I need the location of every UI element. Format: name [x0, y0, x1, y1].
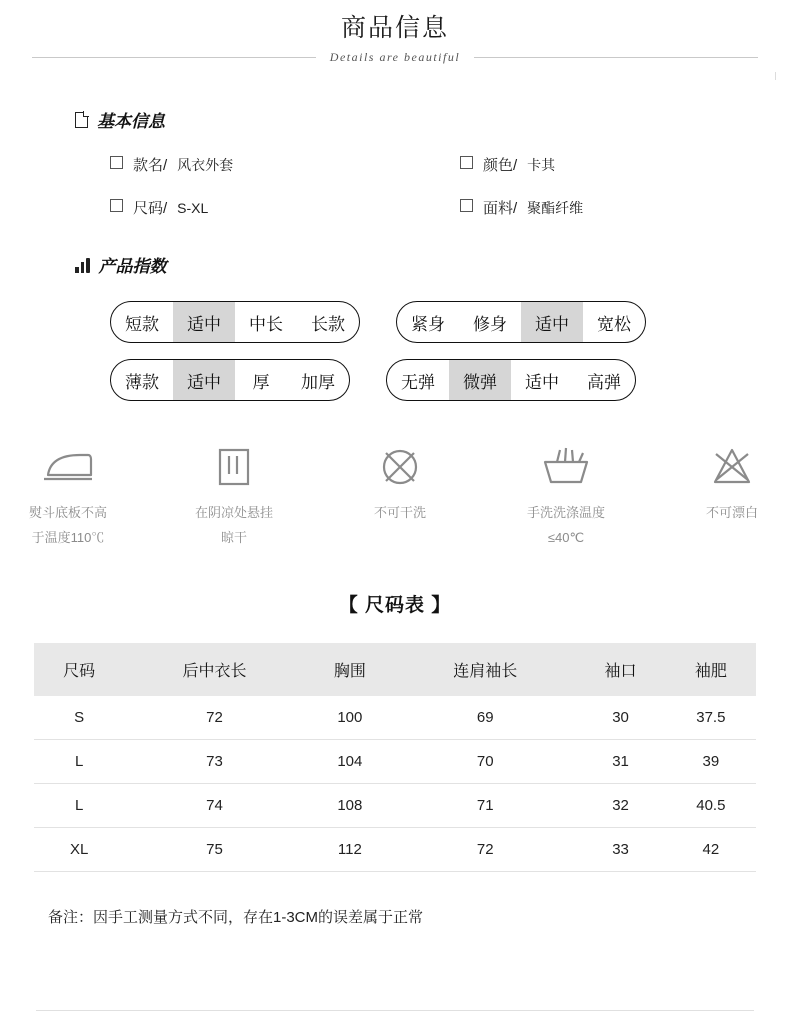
table-cell: 75 — [124, 828, 304, 872]
table-cell: 74 — [124, 784, 304, 828]
page-title: 商品信息 — [340, 13, 449, 42]
care-item-no-dry-clean — [345, 445, 455, 550]
basic-info-label: 面料/ — [483, 200, 518, 217]
pill-option[interactable]: 修身 — [473, 314, 507, 334]
table-header-cell: 袖口 — [575, 643, 665, 696]
checkbox-icon — [460, 199, 473, 212]
basic-info-label: 尺码/ — [133, 200, 168, 217]
table-cell: 104 — [305, 740, 395, 784]
care-instructions — [0, 445, 790, 550]
table-header-cell: 尺码 — [34, 643, 124, 696]
table-cell: 72 — [124, 696, 304, 740]
size-chart-table — [34, 643, 756, 872]
table-row — [34, 784, 756, 828]
pill-group-fit — [396, 301, 646, 343]
basic-info-grid — [110, 154, 690, 218]
bar-chart-icon — [75, 257, 90, 273]
basic-info-value: 聚酯纤维 — [527, 200, 584, 216]
checkbox-icon — [110, 199, 123, 212]
table-cell: 39 — [666, 740, 756, 784]
basic-info-label: 款名/ — [133, 157, 168, 174]
header-rule-left — [32, 57, 316, 58]
basic-info-value: 风衣外套 — [177, 157, 234, 173]
table-header-cell: 连肩袖长 — [395, 643, 575, 696]
hang-dry-icon — [179, 445, 289, 489]
product-index-row-2 — [110, 359, 790, 401]
table-cell: 42 — [666, 828, 756, 872]
page-subtitle: Details are beautiful — [329, 50, 461, 64]
document-icon — [75, 112, 88, 128]
pill-option-selected[interactable]: 微弹 — [449, 360, 511, 400]
hand-wash-icon — [511, 445, 621, 489]
care-text-line1: 不可漂白 — [705, 505, 758, 520]
care-text-line1: 手洗洗涤温度 — [526, 505, 605, 520]
care-item-no-bleach — [677, 445, 787, 550]
checkbox-icon — [460, 156, 473, 169]
no-dry-clean-icon — [345, 445, 455, 489]
table-cell: 100 — [305, 696, 395, 740]
basic-info-value: S-XL — [177, 200, 209, 216]
table-header-row — [34, 643, 756, 696]
pill-group-length — [110, 301, 360, 343]
table-cell: S — [34, 696, 124, 740]
pill-group-thickness — [110, 359, 350, 401]
table-cell: 31 — [575, 740, 665, 784]
basic-info-item-size — [110, 197, 460, 218]
pill-option-selected[interactable]: 适中 — [173, 360, 235, 400]
table-header-cell: 胸围 — [305, 643, 395, 696]
basic-info-item-fabric — [460, 197, 690, 218]
table-cell: 32 — [575, 784, 665, 828]
care-item-hang-dry — [179, 445, 289, 550]
table-row — [34, 696, 756, 740]
pill-option[interactable]: 长款 — [311, 314, 345, 334]
basic-info-item-color — [460, 154, 690, 175]
table-cell: 70 — [395, 740, 575, 784]
table-cell: 37.5 — [666, 696, 756, 740]
table-row — [34, 828, 756, 872]
care-text-line2: 于温度110℃ — [31, 529, 105, 545]
basic-info-value: 卡其 — [527, 157, 556, 173]
care-text-line1: 熨斗底板不高 — [28, 505, 107, 520]
care-text-line1: 不可干洗 — [373, 505, 426, 520]
table-cell: 112 — [305, 828, 395, 872]
care-item-hand-wash — [511, 445, 621, 550]
basic-info-item-style-name — [110, 154, 460, 175]
basic-info-heading-label: 基本信息 — [97, 112, 165, 131]
size-chart-title: 【 尺码表 】 — [338, 595, 452, 617]
pill-option[interactable]: 厚 — [252, 372, 270, 392]
care-item-iron — [13, 445, 123, 550]
pill-option[interactable]: 薄款 — [125, 372, 159, 392]
product-index-heading — [75, 252, 790, 277]
pill-option-selected[interactable]: 适中 — [173, 302, 235, 342]
table-cell: 71 — [395, 784, 575, 828]
table-header-cell: 袖肥 — [666, 643, 756, 696]
table-cell: L — [34, 740, 124, 784]
table-cell: 69 — [395, 696, 575, 740]
table-cell: 73 — [124, 740, 304, 784]
pill-option[interactable]: 宽松 — [597, 314, 631, 334]
product-index-groups — [110, 301, 790, 401]
pill-option[interactable]: 中长 — [249, 314, 283, 334]
checkbox-icon — [110, 156, 123, 169]
basic-info-heading — [75, 107, 790, 132]
product-index-row-1 — [110, 301, 790, 343]
table-cell: L — [34, 784, 124, 828]
pill-group-elasticity — [386, 359, 636, 401]
iron-icon — [13, 445, 123, 489]
table-cell: 40.5 — [666, 784, 756, 828]
page-header — [0, 0, 790, 65]
table-cell: XL — [34, 828, 124, 872]
care-text-line2: ≤40℃ — [547, 529, 585, 545]
page-subtitle-row — [0, 50, 790, 65]
pill-option[interactable]: 适中 — [525, 372, 559, 392]
no-bleach-icon — [677, 445, 787, 489]
pill-option[interactable]: 无弹 — [401, 372, 435, 392]
care-text-line1: 在阴凉处悬挂 — [194, 505, 273, 520]
table-cell: 72 — [395, 828, 575, 872]
pill-option[interactable]: 短款 — [125, 314, 159, 334]
size-chart-note: 备注：因手工测量方式不同，存在1-3CM的误差属于正常 — [48, 909, 424, 927]
header-rule-right — [474, 57, 758, 58]
pill-option[interactable]: 加厚 — [301, 372, 335, 392]
bottom-divider — [36, 1010, 754, 1011]
table-header-cell: 后中衣长 — [124, 643, 304, 696]
basic-info-label: 颜色/ — [483, 157, 518, 174]
table-row — [34, 740, 756, 784]
pill-option[interactable]: 高弹 — [587, 372, 621, 392]
decorative-tick — [775, 72, 776, 80]
pill-option-selected[interactable]: 适中 — [521, 302, 583, 342]
product-index-heading-label: 产品指数 — [98, 257, 167, 276]
table-cell: 108 — [305, 784, 395, 828]
table-cell: 33 — [575, 828, 665, 872]
care-text-line2: 晾干 — [220, 529, 247, 545]
pill-option[interactable]: 紧身 — [411, 314, 445, 334]
table-cell: 30 — [575, 696, 665, 740]
